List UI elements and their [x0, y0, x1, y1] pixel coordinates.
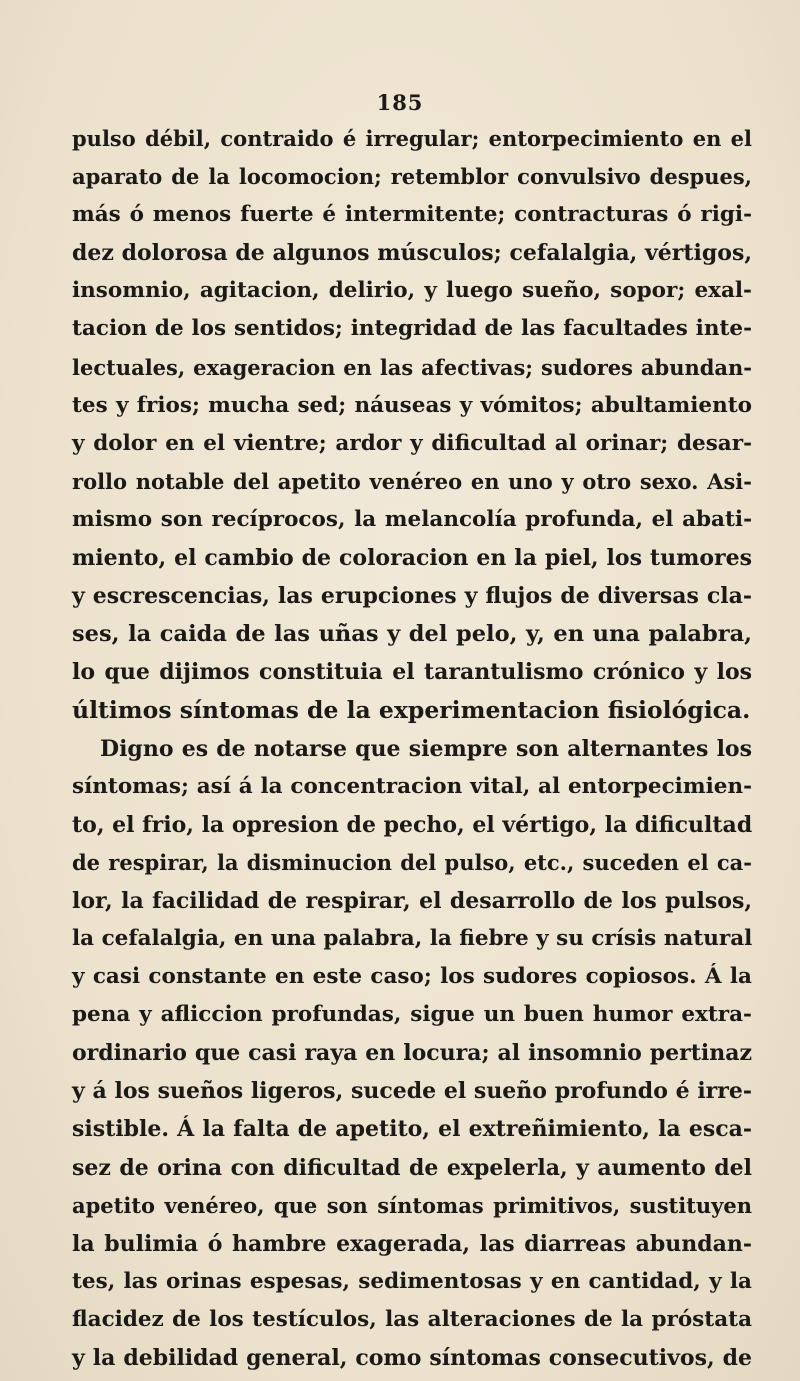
text-line: y casi constante en este caso; los sudores copiosos. Á la [72, 964, 752, 990]
text-line: la bulimia ó hambre exagerada, las diarreas abundan- [72, 1230, 752, 1257]
text-line: y escrescencias, las erupciones y flujos de diversas cla- [72, 583, 752, 610]
text-line: últimos síntomas de la experimentacion fisiológica. [72, 696, 751, 725]
text-line: pena y afliccion profundas, sigue un buen humor extra- [72, 1002, 752, 1028]
text-line: y dolor en el vientre; ardor y dificultad al orinar; desar- [72, 430, 752, 456]
text-line: síntomas; así á la concentracion vital, al entorpecimien- [72, 773, 752, 799]
page-number: 185 [376, 90, 424, 115]
body-text [72, 120, 752, 1377]
text-line: pulso débil, contraido é irregular; entorpecimiento en el [72, 126, 752, 151]
text-line: más ó menos fuerte é intermitente; contracturas ó rigi- [72, 202, 752, 228]
text-line: aparato de la locomocion; retemblor convulsivo despues, [72, 164, 752, 190]
text-line: flacidez de los testículos, las alteraciones de la próstata [72, 1306, 752, 1332]
text-line: tes, las orinas espesas, sedimentosas y en cantidad, y la [72, 1268, 752, 1294]
text-line: tes y frios; mucha sed; náuseas y vómitos; abultamiento [72, 392, 752, 418]
text-line: de respirar, la disminucion del pulso, etc., suceden el ca- [72, 849, 752, 875]
text-line: la cefalalgia, en una palabra, la fiebre y su crísis natural [72, 925, 753, 951]
text-line: Digno es de notarse que siempre son alternantes los [100, 735, 752, 762]
text-line: ordinario que casi raya en locura; al insomnio pertinaz [72, 1040, 752, 1067]
text-line: apetito venéreo, que son síntomas primitivos, sustituyen [72, 1192, 752, 1218]
text-line: insomnio, agitacion, delirio, y luego sueño, sopor; exal- [72, 278, 752, 304]
text-line: rollo notable del apetito venéreo en uno y otro sexo. Asi- [72, 468, 752, 494]
text-line: miento, el cambio de coloracion en la piel, los tumores [72, 545, 752, 572]
text-line: lor, la facilidad de respirar, el desarrollo de los pulsos, [72, 887, 752, 914]
text-line: dez dolorosa de algunos músculos; cefalalgia, vértigos, [72, 240, 752, 267]
text-line: y la debilidad general, como síntomas consecutivos, de [72, 1345, 752, 1371]
text-line: mismo son recíprocos, la melancolía profunda, el abati- [72, 506, 752, 532]
text-line: ses, la caida de las uñas y del pelo, y, en una palabra, [72, 621, 752, 648]
text-line: to, el frio, la opresion de pecho, el vértigo, la dificultad [72, 811, 753, 838]
text-line: sistible. Á la falta de apetito, el extreñimiento, la esca- [72, 1116, 752, 1143]
text-line: tacion de los sentidos; integridad de las facultades inte- [72, 316, 752, 342]
text-line: lectuales, exageracion en las afectivas; sudores abundan- [72, 354, 752, 380]
text-line: y á los sueños ligeros, sucede el sueño profundo é irre- [72, 1078, 752, 1105]
text-line: sez de orina con dificultad de expelerla, y aumento del [72, 1154, 752, 1181]
text-line: lo que dijimos constituia el tarantulismo crónico y los [72, 659, 752, 686]
